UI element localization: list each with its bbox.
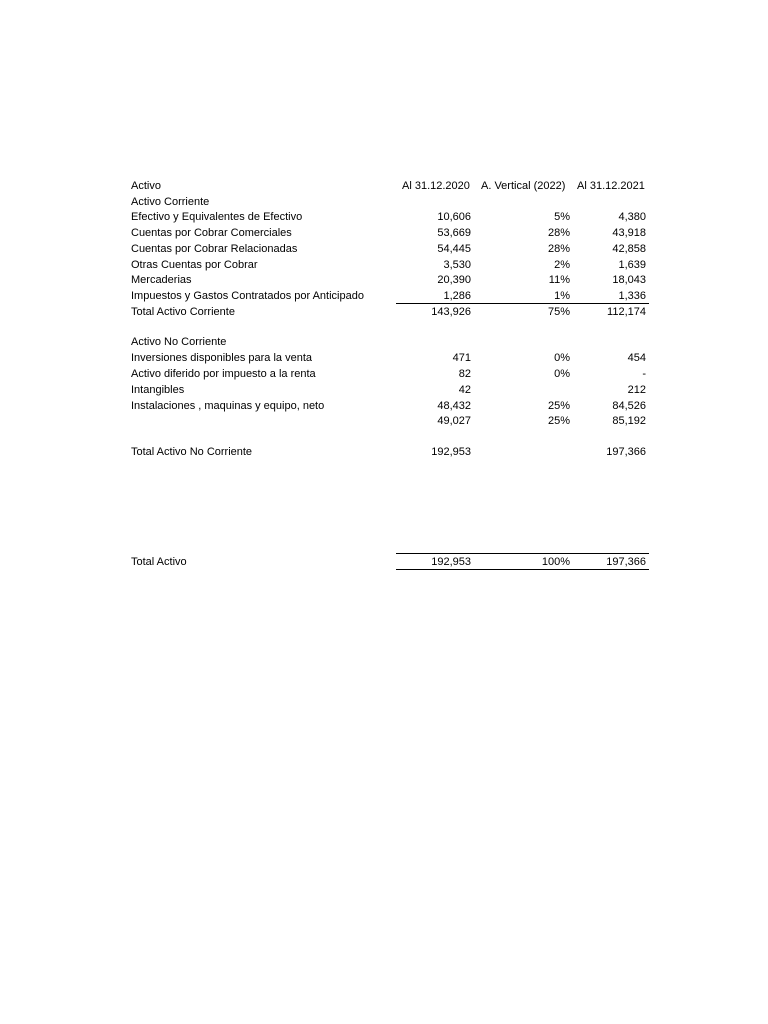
- section-title-current: Activo Corriente: [131, 196, 210, 208]
- row-value-2020: 42: [458, 384, 471, 396]
- row-value-2021: 1,336: [618, 290, 646, 302]
- subtotal-vertical: 25%: [547, 415, 570, 427]
- row-label: Cuentas por Cobrar Comerciales: [131, 227, 292, 239]
- grand-total-bottom-rule: [396, 569, 649, 570]
- row-value-vertical: 5%: [554, 211, 570, 223]
- row-value-2021: 454: [627, 352, 646, 364]
- total-current-2020: 143,926: [431, 306, 471, 318]
- total-noncurrent-label: Total Activo No Corriente: [131, 446, 253, 458]
- total-noncurrent-2021: 197,366: [606, 446, 646, 458]
- row-value-2020: 471: [452, 352, 471, 364]
- row-label: Cuentas por Cobrar Relacionadas: [131, 243, 298, 255]
- grand-total-2021: 197,366: [606, 556, 646, 568]
- row-label: Otras Cuentas por Cobrar: [131, 259, 258, 271]
- row-value-2021: 18,043: [612, 274, 646, 286]
- row-value-vertical: 2%: [554, 259, 570, 271]
- total-divider: [396, 303, 649, 304]
- row-label: Inversiones disponibles para la venta: [131, 352, 313, 364]
- row-value-vertical: 0%: [554, 352, 570, 364]
- grand-total-2020: 192,953: [431, 556, 471, 568]
- row-label: Mercaderias: [131, 274, 192, 286]
- grand-total-top-rule: [396, 553, 649, 554]
- header-col-2021: Al 31.12.2021: [577, 180, 645, 192]
- row-label: Efectivo y Equivalentes de Efectivo: [131, 211, 303, 223]
- row-value-2021: 43,918: [612, 227, 646, 239]
- row-label: Intangibles: [131, 384, 185, 396]
- grand-total-vertical: 100%: [541, 556, 570, 568]
- row-value-2020: 53,669: [437, 227, 471, 239]
- header-col-2020: Al 31.12.2020: [402, 180, 470, 192]
- row-value-2020: 48,432: [437, 400, 471, 412]
- row-label: Activo diferido por impuesto a la renta: [131, 368, 316, 380]
- row-value-2021: 212: [627, 384, 646, 396]
- row-label: Instalaciones , maquinas y equipo, neto: [131, 400, 325, 412]
- row-value-vertical: 1%: [554, 290, 570, 302]
- row-value-2021: 42,858: [612, 243, 646, 255]
- row-value-2020: 82: [458, 368, 471, 380]
- row-value-2020: 10,606: [437, 211, 471, 223]
- header-col-vertical: A. Vertical (2022): [481, 180, 566, 192]
- row-value-2020: 3,530: [443, 259, 471, 271]
- row-value-2020: 54,445: [437, 243, 471, 255]
- row-value-2021: 1,639: [618, 259, 646, 271]
- row-value-vertical: 0%: [554, 368, 570, 380]
- row-value-vertical: 25%: [547, 400, 570, 412]
- row-value-2021: -: [642, 368, 646, 380]
- subtotal-2020: 49,027: [437, 415, 471, 427]
- row-value-2021: 84,526: [612, 400, 646, 412]
- section-title-noncurrent: Activo No Corriente: [131, 336, 227, 348]
- total-current-label: Total Activo Corriente: [131, 306, 235, 318]
- total-noncurrent-2020: 192,953: [431, 446, 471, 458]
- row-value-2020: 20,390: [437, 274, 471, 286]
- row-value-2020: 1,286: [443, 290, 471, 302]
- total-current-2021: 112,174: [607, 306, 646, 318]
- row-value-vertical: 28%: [547, 243, 570, 255]
- row-value-vertical: 11%: [548, 274, 570, 286]
- grand-total-label: Total Activo: [131, 556, 187, 568]
- total-current-vertical: 75%: [547, 306, 570, 318]
- row-label: Impuestos y Gastos Contratados por Anticipado: [131, 290, 364, 302]
- subtotal-2021: 85,192: [612, 415, 646, 427]
- row-value-2021: 4,380: [618, 211, 646, 223]
- header-label: Activo: [131, 180, 161, 192]
- row-value-vertical: 28%: [547, 227, 570, 239]
